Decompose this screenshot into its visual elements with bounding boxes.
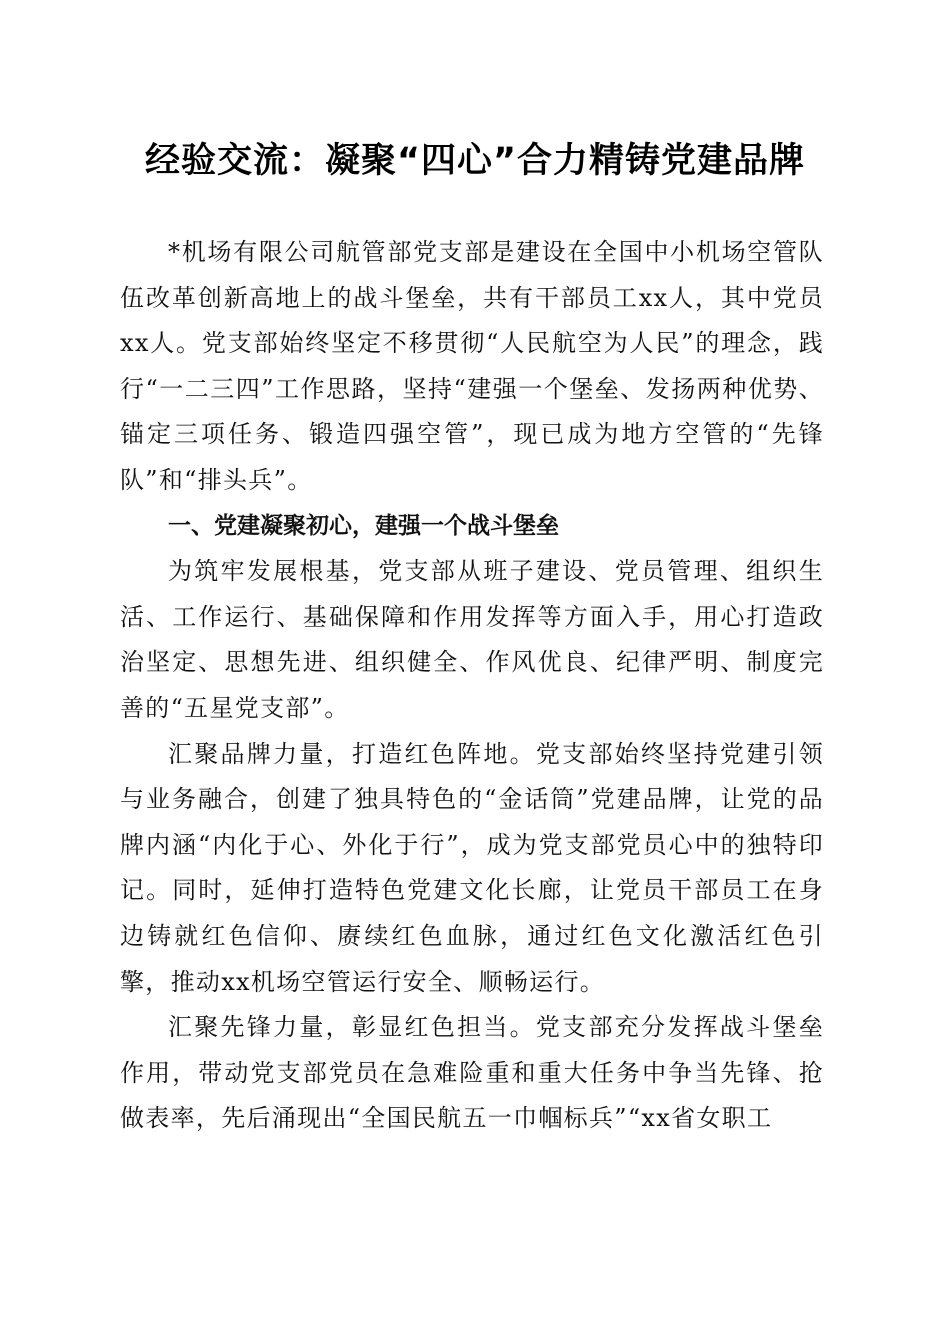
- document-title: 经验交流：凝聚“四心”合力精铸党建品牌: [144, 141, 805, 181]
- body-paragraph: 为筑牢发展根基，党支部从班子建设、党员管理、组织生活、工作运行、基础保障和作用发挥等方面入手，用心打造政治坚定、思想先进、组织健全、作风优良、纪律严明、制度完善的“五星党支部”。: [120, 557, 824, 722]
- document-body: [120, 230, 824, 1142]
- intro-paragraph: *机场有限公司航管部党支部是建设在全国中小机场空管队伍改革创新高地上的战斗堡垒，共有干部员工xx人，其中党员xx人。党支部始终坚定不移贯彻“人民航空为人民”的理念，践行“一二三四”工作思路，坚持“建强一个堡垒、发扬两种优势、锚定三项任务、锻造四强空管”，现已成为地方空管的“先锋队”和“排头兵”。: [120, 238, 824, 494]
- body-paragraph: 汇聚先锋力量，彰显红色担当。党支部充分发挥战斗堡垒作用，带动党支部党员在急难险重和重大任务中争当先锋、抢做表率，先后涌现出“全国民航五一巾帼标兵”“xx省女职工: [120, 1013, 824, 1133]
- section-heading: 一、党建凝聚初心，建强一个战斗堡垒: [168, 512, 559, 539]
- body-paragraph: 汇聚品牌力量，打造红色阵地。党支部始终坚持党建引领与业务融合，创建了独具特色的“金话筒”党建品牌，让党的品牌内涵“内化于心、外化于行”，成为党支部党员心中的独特印记。同时，延伸打造特色党建文化长廊，让党员干部员工在身边铸就红色信仰、赓续红色血脉，通过红色文化激活红色引擎，推动xx机场空管运行安全、顺畅运行。: [120, 739, 824, 996]
